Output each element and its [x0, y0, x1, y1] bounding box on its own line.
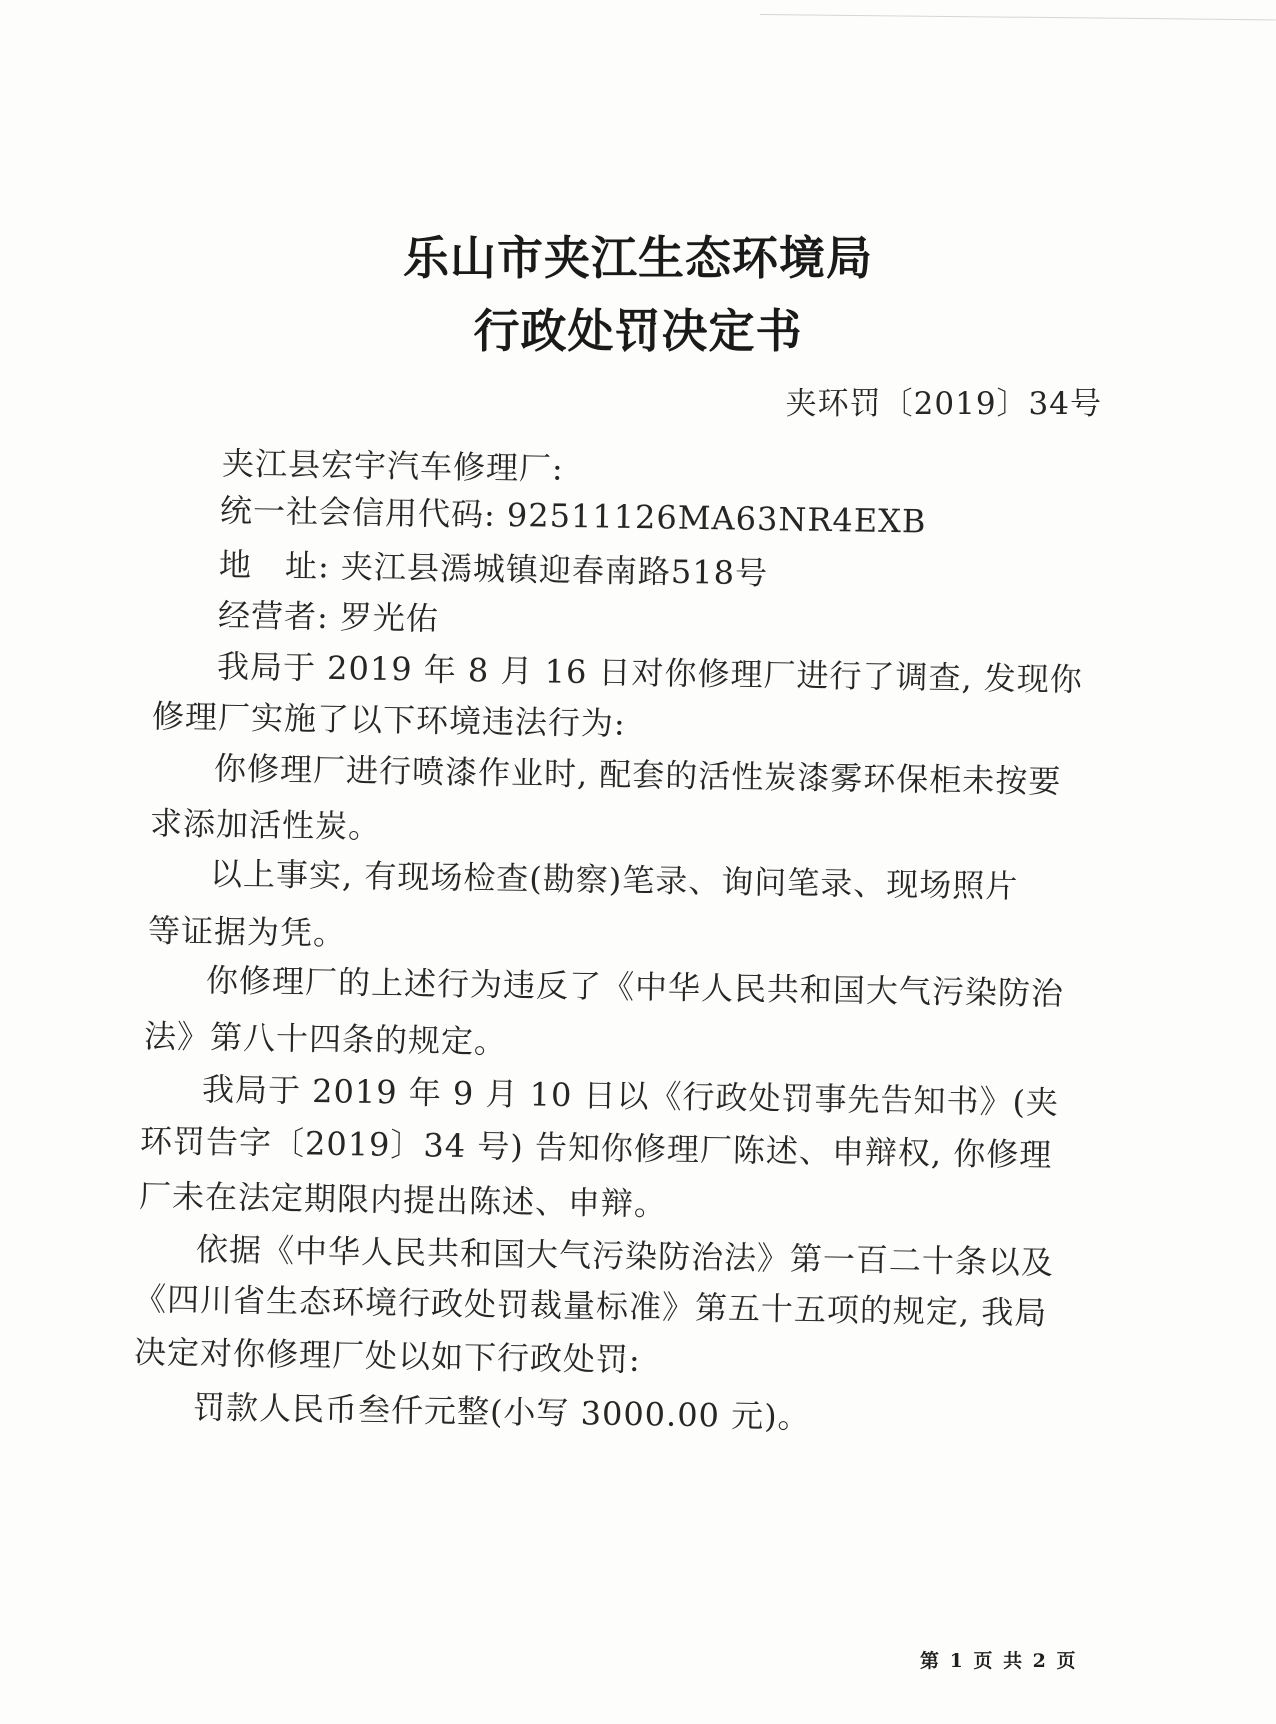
page-indicator: 第 1 页 共 2 页 [920, 1650, 1078, 1672]
paragraph-4-line-1: 你修理厂的上述行为违反了《中华人民共和国大气污染防治 [205, 961, 1065, 1013]
paragraph-3-line-2: 等证据为凭。 [147, 911, 347, 953]
document-number: 夹环罚〔2019〕34号 [785, 386, 1102, 422]
credit-code: 统一社会信用代码: 92511126MA63NR4EXB [219, 491, 927, 541]
paragraph-2-line-1: 你修理厂进行喷漆作业时, 配套的活性炭漆雾环保柜未按要 [213, 749, 1062, 801]
paragraph-3-line-1: 以上事实, 有现场检查(勘察)笔录、询问笔录、现场照片 [209, 854, 1019, 906]
operator: 经营者: 罗光佑 [217, 596, 440, 638]
paragraph-4-line-2: 法》第八十四条的规定。 [143, 1017, 508, 1061]
paragraph-5-line-1: 我局于 2019 年 9 月 10 日以《行政处罚事先告知书》(夹 [201, 1070, 1060, 1122]
party-name: 夹江县宏宇汽车修理厂: [221, 444, 565, 488]
paragraph-5-line-2: 环罚告字〔2019〕34 号) 告知你修理厂陈述、申辩权, 你修理 [139, 1121, 1053, 1175]
document-title: 行政处罚决定书 [473, 304, 803, 358]
paragraph-1-line-2: 修理厂实施了以下环境违法行为: [151, 697, 627, 743]
party-address: 地 址: 夹江县漹城镇迎春南路518号 [218, 545, 769, 593]
paragraph-6-line-1: 依据《中华人民共和国大气污染防治法》第一百二十条以及 [195, 1230, 1055, 1282]
penalty-line: 罚款人民币叁仟元整(小写 3000.00 元)。 [192, 1388, 811, 1436]
scan-edge-line [760, 0, 1276, 20]
paragraph-2-line-2: 求添加活性炭。 [149, 804, 382, 846]
paragraph-1-line-1: 我局于 2019 年 8 月 16 日对你修理厂进行了调查, 发现你 [216, 647, 1084, 699]
paragraph-6-line-2: 《四川省生态环境行政处罚裁量标准》第五十五项的规定, 我局 [133, 1279, 1048, 1333]
agency-title: 乐山市夹江生态环境局 [403, 231, 873, 285]
paragraph-6-line-3: 决定对你修理厂处以如下行政处罚: [133, 1333, 642, 1379]
paragraph-5-line-3: 厂未在法定期限内提出陈述、申辩。 [138, 1176, 668, 1224]
